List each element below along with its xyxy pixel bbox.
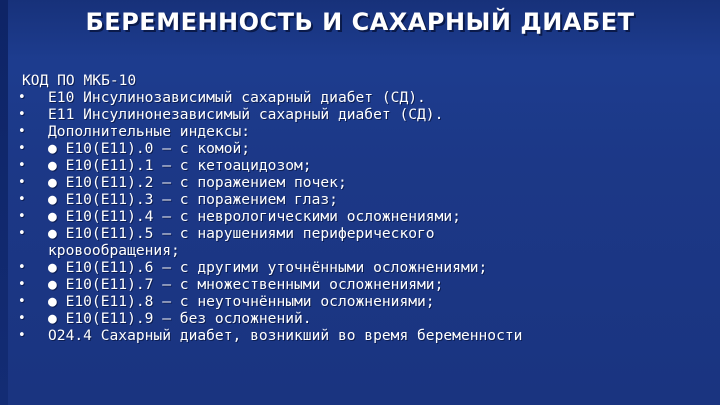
bullet-icon: •: [18, 107, 26, 122]
bullet-icon: •: [18, 124, 26, 139]
slide-body: [18, 72, 714, 344]
bullet-icon: •: [18, 260, 26, 275]
list-item: [18, 191, 714, 208]
list-item-text: ● Е10(Е11).0 — с комой;: [48, 140, 251, 157]
list-item-text: кровообращения;: [48, 242, 180, 259]
list-item: [18, 293, 714, 310]
list-item-text: ● Е10(Е11).3 — с поражением глаз;: [48, 191, 338, 208]
list-item-text: ● Е10(Е11).7 — с множественными осложнениями;: [48, 276, 444, 293]
bullet-icon: •: [18, 311, 26, 326]
list-item: [18, 225, 714, 242]
list-item-text: O24.4 Сахарный диабет, возникший во время беременности: [48, 327, 523, 344]
slide-title: БЕРЕМЕННОСТЬ И САХАРНЫЙ ДИАБЕТ: [85, 8, 635, 36]
list-item: [18, 276, 714, 293]
list-item: [18, 106, 714, 123]
list-item-text: Е10 Инсулинозависимый сахарный диабет (СД).: [48, 89, 426, 106]
list-item-text: ● Е10(Е11).4 — с неврологическими осложнениями;: [48, 208, 461, 225]
list-item-text: Е11 Инсулинонезависимый сахарный диабет (СД).: [48, 106, 444, 123]
list-item-text: Дополнительные индексы:: [48, 123, 251, 140]
bullet-icon: •: [18, 328, 26, 343]
bullet-icon: •: [18, 294, 26, 309]
list-item-text: ● Е10(Е11).1 — с кетоацидозом;: [48, 157, 312, 174]
list-item-text: ● Е10(Е11).5 — с нарушениями периферического: [48, 225, 435, 242]
list-item: [18, 140, 714, 157]
list-item-text: ● Е10(Е11).8 — с неуточнёнными осложнениями;: [48, 293, 435, 310]
list-item-text: ● Е10(Е11).6 — с другими уточнёнными осложнениями;: [48, 259, 488, 276]
list-item: [18, 310, 714, 327]
list-item-text: ● Е10(Е11).9 — без осложнений.: [48, 310, 312, 327]
bullet-icon: •: [18, 209, 26, 224]
list-item: [18, 123, 714, 140]
list-item: [18, 89, 714, 106]
list-item: [18, 157, 714, 174]
code-heading: КОД ПО МКБ-10: [22, 72, 137, 89]
bullet-icon: •: [18, 226, 26, 241]
code-heading-line: [18, 72, 714, 89]
list-item: [18, 327, 714, 344]
list-item: [18, 259, 714, 276]
bullet-icon: •: [18, 158, 26, 173]
bullet-icon: •: [18, 90, 26, 105]
list-item: [18, 174, 714, 191]
bullet-icon: •: [18, 192, 26, 207]
left-accent-bar: [0, 0, 8, 405]
list-item: [18, 208, 714, 225]
list-item-continuation: [18, 242, 714, 259]
bullet-icon: •: [18, 175, 26, 190]
bullet-icon: •: [18, 141, 26, 156]
list-item-text: ● Е10(Е11).2 — с поражением почек;: [48, 174, 347, 191]
bullet-icon: •: [18, 277, 26, 292]
